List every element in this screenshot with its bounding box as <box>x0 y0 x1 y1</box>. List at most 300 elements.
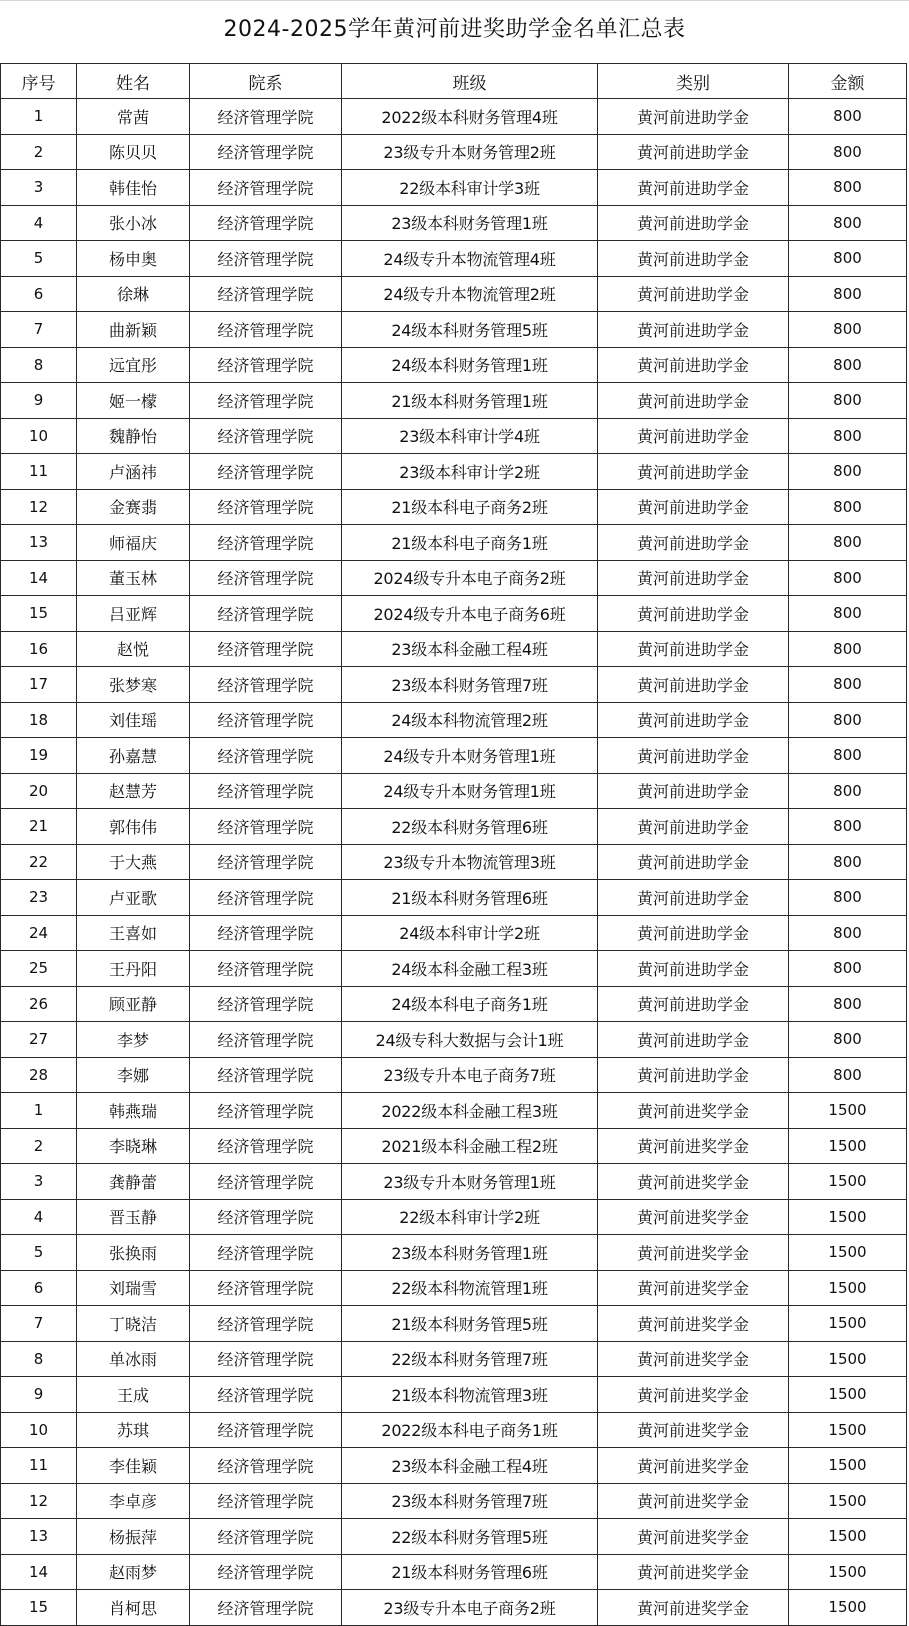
cell-no: 24 <box>1 915 77 951</box>
cell-class: 21级本科电子商务2班 <box>342 489 598 525</box>
document-title: 2024-2025学年黄河前进奖助学金名单汇总表 <box>0 0 909 60</box>
cell-no: 8 <box>1 1341 77 1377</box>
cell-class: 21级本科财务管理5班 <box>342 1306 598 1342</box>
cell-no: 6 <box>1 276 77 312</box>
cell-category: 黄河前进助学金 <box>598 418 789 454</box>
cell-name: 王成 <box>77 1377 190 1413</box>
cell-class: 23级专升本电子商务7班 <box>342 1057 598 1093</box>
cell-dept: 经济管理学院 <box>190 312 342 348</box>
cell-amount: 800 <box>789 1022 907 1058</box>
cell-amount: 800 <box>789 880 907 916</box>
cell-category: 黄河前进助学金 <box>598 1022 789 1058</box>
cell-name: 丁晓洁 <box>77 1306 190 1342</box>
cell-category: 黄河前进助学金 <box>598 276 789 312</box>
cell-dept: 经济管理学院 <box>190 489 342 525</box>
cell-dept: 经济管理学院 <box>190 986 342 1022</box>
cell-dept: 经济管理学院 <box>190 1377 342 1413</box>
cell-dept: 经济管理学院 <box>190 1448 342 1484</box>
table-row <box>1 134 907 170</box>
cell-name: 魏静怡 <box>77 418 190 454</box>
table-row <box>1 1519 907 1555</box>
cell-class: 21级本科财务管理6班 <box>342 1554 598 1590</box>
cell-class: 22级本科物流管理1班 <box>342 1270 598 1306</box>
table-row <box>1 1306 907 1342</box>
cell-category: 黄河前进助学金 <box>598 383 789 419</box>
cell-no: 8 <box>1 347 77 383</box>
cell-no: 1 <box>1 99 77 135</box>
cell-name: 李佳颖 <box>77 1448 190 1484</box>
cell-dept: 经济管理学院 <box>190 205 342 241</box>
table-row <box>1 986 907 1022</box>
cell-amount: 800 <box>789 1057 907 1093</box>
table-row <box>1 454 907 490</box>
cell-category: 黄河前进助学金 <box>598 99 789 135</box>
cell-no: 28 <box>1 1057 77 1093</box>
cell-class: 2022级本科财务管理4班 <box>342 99 598 135</box>
cell-amount: 800 <box>789 560 907 596</box>
cell-dept: 经济管理学院 <box>190 1519 342 1555</box>
cell-class: 23级本科财务管理7班 <box>342 667 598 703</box>
cell-amount: 800 <box>789 205 907 241</box>
cell-class: 22级本科审计学3班 <box>342 170 598 206</box>
cell-name: 吕亚辉 <box>77 596 190 632</box>
cell-name: 赵雨梦 <box>77 1554 190 1590</box>
cell-no: 16 <box>1 631 77 667</box>
cell-category: 黄河前进奖学金 <box>598 1128 789 1164</box>
cell-amount: 800 <box>789 454 907 490</box>
cell-amount: 800 <box>789 170 907 206</box>
cell-amount: 800 <box>789 915 907 951</box>
header-category: 类别 <box>598 64 789 99</box>
cell-class: 24级专升本财务管理1班 <box>342 773 598 809</box>
cell-class: 2022级本科金融工程3班 <box>342 1093 598 1129</box>
header-no: 序号 <box>1 64 77 99</box>
table-row <box>1 276 907 312</box>
table-row <box>1 1377 907 1413</box>
cell-dept: 经济管理学院 <box>190 170 342 206</box>
cell-no: 5 <box>1 241 77 277</box>
cell-dept: 经济管理学院 <box>190 880 342 916</box>
cell-amount: 1500 <box>789 1306 907 1342</box>
cell-class: 23级专升本物流管理3班 <box>342 844 598 880</box>
header-class: 班级 <box>342 64 598 99</box>
cell-no: 26 <box>1 986 77 1022</box>
cell-amount: 1500 <box>789 1235 907 1271</box>
cell-category: 黄河前进助学金 <box>598 880 789 916</box>
cell-class: 23级本科财务管理1班 <box>342 1235 598 1271</box>
cell-class: 24级本科财务管理1班 <box>342 347 598 383</box>
cell-class: 24级本科金融工程3班 <box>342 951 598 987</box>
cell-name: 于大燕 <box>77 844 190 880</box>
cell-dept: 经济管理学院 <box>190 525 342 561</box>
cell-amount: 1500 <box>789 1412 907 1448</box>
cell-name: 王丹阳 <box>77 951 190 987</box>
cell-no: 20 <box>1 773 77 809</box>
cell-no: 12 <box>1 1483 77 1519</box>
cell-no: 7 <box>1 1306 77 1342</box>
cell-dept: 经济管理学院 <box>190 134 342 170</box>
cell-no: 27 <box>1 1022 77 1058</box>
cell-name: 张换雨 <box>77 1235 190 1271</box>
cell-class: 24级专科大数据与会计1班 <box>342 1022 598 1058</box>
cell-amount: 800 <box>789 312 907 348</box>
cell-name: 远宜彤 <box>77 347 190 383</box>
cell-dept: 经济管理学院 <box>190 99 342 135</box>
cell-category: 黄河前进助学金 <box>598 702 789 738</box>
cell-dept: 经济管理学院 <box>190 596 342 632</box>
cell-category: 黄河前进奖学金 <box>598 1412 789 1448</box>
cell-amount: 800 <box>789 418 907 454</box>
cell-amount: 1500 <box>789 1448 907 1484</box>
cell-class: 2024级专升本电子商务6班 <box>342 596 598 632</box>
cell-dept: 经济管理学院 <box>190 347 342 383</box>
cell-no: 6 <box>1 1270 77 1306</box>
cell-category: 黄河前进奖学金 <box>598 1377 789 1413</box>
cell-no: 10 <box>1 1412 77 1448</box>
cell-amount: 800 <box>789 702 907 738</box>
table-row <box>1 951 907 987</box>
cell-amount: 1500 <box>789 1270 907 1306</box>
cell-name: 苏琪 <box>77 1412 190 1448</box>
cell-dept: 经济管理学院 <box>190 1270 342 1306</box>
cell-name: 李梦 <box>77 1022 190 1058</box>
cell-class: 23级专升本财务管理1班 <box>342 1164 598 1200</box>
cell-no: 12 <box>1 489 77 525</box>
cell-no: 9 <box>1 1377 77 1413</box>
cell-dept: 经济管理学院 <box>190 1554 342 1590</box>
cell-amount: 1500 <box>789 1554 907 1590</box>
cell-name: 孙嘉慧 <box>77 738 190 774</box>
cell-class: 23级本科金融工程4班 <box>342 1448 598 1484</box>
cell-no: 13 <box>1 1519 77 1555</box>
cell-no: 9 <box>1 383 77 419</box>
cell-name: 徐琳 <box>77 276 190 312</box>
table-row <box>1 1270 907 1306</box>
cell-class: 23级专升本财务管理2班 <box>342 134 598 170</box>
cell-no: 3 <box>1 170 77 206</box>
cell-no: 15 <box>1 596 77 632</box>
cell-no: 5 <box>1 1235 77 1271</box>
cell-name: 赵慧芳 <box>77 773 190 809</box>
cell-dept: 经济管理学院 <box>190 1235 342 1271</box>
cell-category: 黄河前进奖学金 <box>598 1270 789 1306</box>
cell-class: 2021级本科金融工程2班 <box>342 1128 598 1164</box>
table-row <box>1 915 907 951</box>
cell-dept: 经济管理学院 <box>190 702 342 738</box>
table-row <box>1 1554 907 1590</box>
cell-name: 龚静蕾 <box>77 1164 190 1200</box>
cell-name: 李娜 <box>77 1057 190 1093</box>
table-row <box>1 702 907 738</box>
cell-class: 23级本科财务管理1班 <box>342 205 598 241</box>
cell-dept: 经济管理学院 <box>190 631 342 667</box>
cell-category: 黄河前进助学金 <box>598 347 789 383</box>
cell-amount: 800 <box>789 383 907 419</box>
cell-dept: 经济管理学院 <box>190 1341 342 1377</box>
cell-category: 黄河前进助学金 <box>598 1057 789 1093</box>
cell-dept: 经济管理学院 <box>190 809 342 845</box>
cell-name: 肖柯思 <box>77 1590 190 1626</box>
cell-dept: 经济管理学院 <box>190 1164 342 1200</box>
table-row <box>1 1235 907 1271</box>
cell-amount: 1500 <box>789 1377 907 1413</box>
cell-name: 金赛翡 <box>77 489 190 525</box>
cell-name: 李卓彦 <box>77 1483 190 1519</box>
cell-category: 黄河前进助学金 <box>598 205 789 241</box>
table-row <box>1 1022 907 1058</box>
table-row <box>1 880 907 916</box>
cell-category: 黄河前进奖学金 <box>598 1554 789 1590</box>
cell-name: 韩燕瑞 <box>77 1093 190 1129</box>
cell-category: 黄河前进奖学金 <box>598 1483 789 1519</box>
cell-amount: 800 <box>789 773 907 809</box>
cell-amount: 1500 <box>789 1093 907 1129</box>
cell-class: 24级专升本物流管理2班 <box>342 276 598 312</box>
cell-amount: 1500 <box>789 1164 907 1200</box>
cell-name: 卢亚歌 <box>77 880 190 916</box>
header-amount: 金额 <box>789 64 907 99</box>
cell-dept: 经济管理学院 <box>190 418 342 454</box>
cell-category: 黄河前进助学金 <box>598 312 789 348</box>
table-row <box>1 1412 907 1448</box>
cell-dept: 经济管理学院 <box>190 1057 342 1093</box>
cell-class: 23级本科财务管理7班 <box>342 1483 598 1519</box>
cell-dept: 经济管理学院 <box>190 773 342 809</box>
table-row <box>1 667 907 703</box>
cell-category: 黄河前进助学金 <box>598 915 789 951</box>
cell-category: 黄河前进奖学金 <box>598 1235 789 1271</box>
cell-class: 24级本科物流管理2班 <box>342 702 598 738</box>
cell-no: 13 <box>1 525 77 561</box>
cell-dept: 经济管理学院 <box>190 1022 342 1058</box>
cell-no: 17 <box>1 667 77 703</box>
cell-amount: 800 <box>789 809 907 845</box>
header-name: 姓名 <box>77 64 190 99</box>
table-row <box>1 631 907 667</box>
cell-class: 23级本科审计学4班 <box>342 418 598 454</box>
cell-dept: 经济管理学院 <box>190 667 342 703</box>
cell-class: 24级专升本财务管理1班 <box>342 738 598 774</box>
cell-class: 21级本科物流管理3班 <box>342 1377 598 1413</box>
cell-amount: 800 <box>789 276 907 312</box>
cell-category: 黄河前进助学金 <box>598 596 789 632</box>
cell-name: 刘瑞雪 <box>77 1270 190 1306</box>
cell-dept: 经济管理学院 <box>190 1306 342 1342</box>
cell-dept: 经济管理学院 <box>190 1412 342 1448</box>
cell-class: 23级本科审计学2班 <box>342 454 598 490</box>
cell-amount: 800 <box>789 525 907 561</box>
cell-no: 2 <box>1 134 77 170</box>
table-row <box>1 418 907 454</box>
cell-name: 曲新颖 <box>77 312 190 348</box>
cell-name: 张梦寒 <box>77 667 190 703</box>
header-row <box>1 64 907 99</box>
cell-category: 黄河前进助学金 <box>598 773 789 809</box>
cell-no: 22 <box>1 844 77 880</box>
cell-dept: 经济管理学院 <box>190 844 342 880</box>
cell-class: 21级本科财务管理6班 <box>342 880 598 916</box>
cell-class: 22级本科财务管理6班 <box>342 809 598 845</box>
cell-category: 黄河前进助学金 <box>598 489 789 525</box>
table-row <box>1 738 907 774</box>
table-row <box>1 1057 907 1093</box>
cell-category: 黄河前进助学金 <box>598 986 789 1022</box>
cell-dept: 经济管理学院 <box>190 951 342 987</box>
table-row <box>1 773 907 809</box>
table-row <box>1 1164 907 1200</box>
cell-name: 赵悦 <box>77 631 190 667</box>
cell-name: 董玉林 <box>77 560 190 596</box>
cell-no: 1 <box>1 1093 77 1129</box>
cell-no: 2 <box>1 1128 77 1164</box>
cell-no: 14 <box>1 560 77 596</box>
cell-no: 7 <box>1 312 77 348</box>
cell-category: 黄河前进助学金 <box>598 241 789 277</box>
cell-dept: 经济管理学院 <box>190 383 342 419</box>
cell-amount: 800 <box>789 631 907 667</box>
table-row <box>1 205 907 241</box>
cell-class: 24级本科电子商务1班 <box>342 986 598 1022</box>
table-row <box>1 1590 907 1626</box>
cell-amount: 800 <box>789 489 907 525</box>
cell-category: 黄河前进助学金 <box>598 809 789 845</box>
cell-amount: 800 <box>789 99 907 135</box>
table-row <box>1 1199 907 1235</box>
cell-amount: 1500 <box>789 1590 907 1626</box>
table-row <box>1 241 907 277</box>
cell-name: 陈贝贝 <box>77 134 190 170</box>
table-row <box>1 560 907 596</box>
cell-name: 郭伟伟 <box>77 809 190 845</box>
cell-dept: 经济管理学院 <box>190 241 342 277</box>
cell-class: 24级专升本物流管理4班 <box>342 241 598 277</box>
table-row <box>1 312 907 348</box>
cell-class: 21级本科财务管理1班 <box>342 383 598 419</box>
cell-category: 黄河前进奖学金 <box>598 1199 789 1235</box>
cell-class: 24级本科财务管理5班 <box>342 312 598 348</box>
cell-no: 10 <box>1 418 77 454</box>
table-row <box>1 1483 907 1519</box>
cell-amount: 1500 <box>789 1128 907 1164</box>
cell-category: 黄河前进助学金 <box>598 631 789 667</box>
cell-dept: 经济管理学院 <box>190 454 342 490</box>
cell-no: 21 <box>1 809 77 845</box>
cell-amount: 800 <box>789 347 907 383</box>
cell-category: 黄河前进助学金 <box>598 134 789 170</box>
cell-dept: 经济管理学院 <box>190 1093 342 1129</box>
cell-category: 黄河前进助学金 <box>598 951 789 987</box>
cell-no: 25 <box>1 951 77 987</box>
cell-dept: 经济管理学院 <box>190 560 342 596</box>
cell-class: 2022级本科电子商务1班 <box>342 1412 598 1448</box>
cell-name: 韩佳怡 <box>77 170 190 206</box>
cell-category: 黄河前进奖学金 <box>598 1519 789 1555</box>
table-row <box>1 347 907 383</box>
cell-dept: 经济管理学院 <box>190 915 342 951</box>
cell-name: 姬一檬 <box>77 383 190 419</box>
table-row <box>1 99 907 135</box>
cell-no: 4 <box>1 1199 77 1235</box>
cell-dept: 经济管理学院 <box>190 1483 342 1519</box>
cell-amount: 1500 <box>789 1519 907 1555</box>
table-row <box>1 489 907 525</box>
table-row <box>1 383 907 419</box>
cell-amount: 800 <box>789 667 907 703</box>
cell-name: 张小冰 <box>77 205 190 241</box>
cell-no: 11 <box>1 454 77 490</box>
cell-class: 22级本科财务管理7班 <box>342 1341 598 1377</box>
cell-class: 23级专升本电子商务2班 <box>342 1590 598 1626</box>
cell-amount: 800 <box>789 844 907 880</box>
cell-category: 黄河前进奖学金 <box>598 1164 789 1200</box>
table-row <box>1 1341 907 1377</box>
cell-no: 3 <box>1 1164 77 1200</box>
cell-amount: 800 <box>789 134 907 170</box>
cell-category: 黄河前进助学金 <box>598 454 789 490</box>
cell-category: 黄河前进奖学金 <box>598 1093 789 1129</box>
cell-name: 晋玉静 <box>77 1199 190 1235</box>
table-row <box>1 596 907 632</box>
cell-no: 23 <box>1 880 77 916</box>
cell-category: 黄河前进助学金 <box>598 738 789 774</box>
cell-name: 王喜如 <box>77 915 190 951</box>
cell-no: 14 <box>1 1554 77 1590</box>
cell-amount: 1500 <box>789 1341 907 1377</box>
cell-class: 23级本科金融工程4班 <box>342 631 598 667</box>
cell-name: 刘佳瑶 <box>77 702 190 738</box>
cell-category: 黄河前进奖学金 <box>598 1448 789 1484</box>
cell-name: 杨申奥 <box>77 241 190 277</box>
table-row <box>1 809 907 845</box>
cell-dept: 经济管理学院 <box>190 1199 342 1235</box>
cell-class: 2024级专升本电子商务2班 <box>342 560 598 596</box>
cell-dept: 经济管理学院 <box>190 738 342 774</box>
cell-no: 18 <box>1 702 77 738</box>
table-row <box>1 1093 907 1129</box>
cell-amount: 800 <box>789 951 907 987</box>
cell-class: 22级本科财务管理5班 <box>342 1519 598 1555</box>
table-body <box>1 99 907 1626</box>
table-header <box>1 64 907 99</box>
table-row <box>1 844 907 880</box>
cell-dept: 经济管理学院 <box>190 1128 342 1164</box>
cell-amount: 800 <box>789 596 907 632</box>
cell-dept: 经济管理学院 <box>190 1590 342 1626</box>
cell-name: 单冰雨 <box>77 1341 190 1377</box>
cell-category: 黄河前进助学金 <box>598 667 789 703</box>
header-dept: 院系 <box>190 64 342 99</box>
cell-category: 黄河前进奖学金 <box>598 1306 789 1342</box>
cell-category: 黄河前进助学金 <box>598 170 789 206</box>
cell-category: 黄河前进助学金 <box>598 560 789 596</box>
cell-name: 常茜 <box>77 99 190 135</box>
cell-no: 19 <box>1 738 77 774</box>
table-row <box>1 525 907 561</box>
cell-amount: 800 <box>789 241 907 277</box>
cell-name: 卢涵祎 <box>77 454 190 490</box>
cell-name: 顾亚静 <box>77 986 190 1022</box>
cell-no: 4 <box>1 205 77 241</box>
cell-category: 黄河前进助学金 <box>598 525 789 561</box>
cell-amount: 800 <box>789 738 907 774</box>
cell-class: 24级本科审计学2班 <box>342 915 598 951</box>
award-list-table <box>0 63 907 1626</box>
cell-name: 李晓琳 <box>77 1128 190 1164</box>
cell-category: 黄河前进奖学金 <box>598 1590 789 1626</box>
cell-category: 黄河前进助学金 <box>598 844 789 880</box>
cell-name: 杨振萍 <box>77 1519 190 1555</box>
cell-class: 22级本科审计学2班 <box>342 1199 598 1235</box>
